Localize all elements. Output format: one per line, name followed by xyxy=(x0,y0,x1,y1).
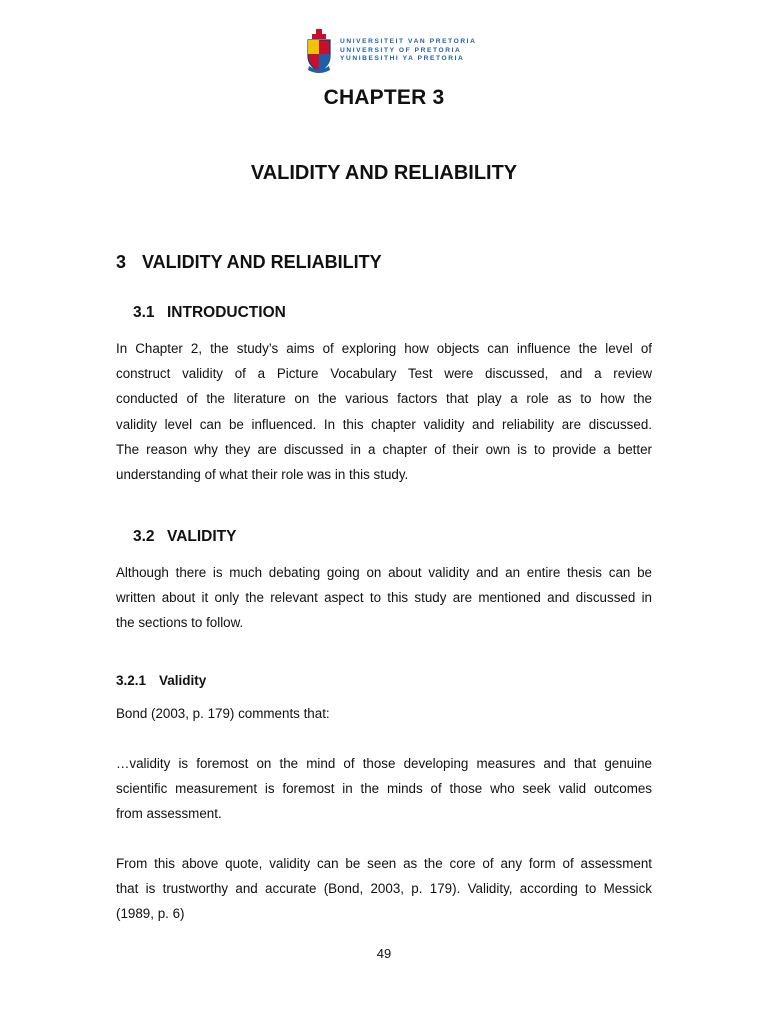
section-number: 3.2 xyxy=(133,528,155,545)
text-line: the sections to follow. xyxy=(116,615,244,631)
section-heading-3 xyxy=(116,252,382,273)
text-line: from assessment. xyxy=(116,806,222,822)
text-line: that is trustworthy and accurate (Bond, 2003, p. 179). Validity, according to Messick xyxy=(116,881,652,897)
text-line: understanding of what their role was in this study. xyxy=(116,467,409,483)
text-line: …validity is foremost on the mind of those developing measures and that genuine xyxy=(116,756,652,771)
text-line: Although there is much debating going on about validity and an entire thesis can be xyxy=(116,565,652,580)
section-heading-3-2-1 xyxy=(116,673,206,688)
university-name-sepedi: YUNIBESITHI YA PRETORIA xyxy=(340,55,465,63)
text-line: written about it only the relevant aspect to this study are mentioned and discussed in xyxy=(116,590,652,606)
section-title: VALIDITY AND RELIABILITY xyxy=(142,252,382,272)
chapter-title: VALIDITY AND RELIABILITY xyxy=(250,162,518,184)
section-number: 3 xyxy=(116,252,127,272)
text-line: The reason why they are discussed in a chapter of their own is to provide a better xyxy=(116,441,652,457)
section-number: 3.1 xyxy=(133,304,155,321)
text-line: validity level can be influenced. In this chapter validity and reliability are discussed. xyxy=(116,416,652,432)
page-number: 49 xyxy=(376,946,392,961)
section-title: Validity xyxy=(159,673,207,688)
university-logo xyxy=(304,28,476,74)
section-title: INTRODUCTION xyxy=(167,304,286,321)
section-heading-3-1 xyxy=(133,304,286,322)
messick-paragraph xyxy=(116,851,652,927)
section-heading-3-2 xyxy=(133,528,236,546)
section-title: VALIDITY xyxy=(167,528,237,545)
introduction-paragraph xyxy=(116,336,652,487)
text-line: From this above quote, validity can be seen as the core of any form of assessment xyxy=(116,856,652,871)
text-line: Bond (2003, p. 179) comments that: xyxy=(116,706,330,721)
text-line: conducted of the literature on the various factors that play a role as to how the xyxy=(116,391,652,407)
text-line: scientific measurement is foremost in the minds of those who seek valid outcomes xyxy=(116,781,652,797)
university-name-english: UNIVERSITY OF PRETORIA xyxy=(340,46,462,54)
text-line: construct validity of a Picture Vocabulary Test were discussed, and a review xyxy=(116,366,652,382)
text-line: (1989, p. 6) xyxy=(116,906,185,922)
university-crest-icon xyxy=(304,28,334,74)
university-name-afrikaans: UNIVERSITEIT VAN PRETORIA xyxy=(340,38,477,46)
section-number: 3.2.1 xyxy=(116,673,147,688)
quote-paragraph xyxy=(116,751,652,827)
chapter-label: CHAPTER 3 xyxy=(323,86,445,109)
quote-intro xyxy=(116,701,652,726)
validity-paragraph xyxy=(116,560,652,636)
text-line: In Chapter 2, the study’s aims of exploring how objects can influence the level of xyxy=(116,341,652,356)
